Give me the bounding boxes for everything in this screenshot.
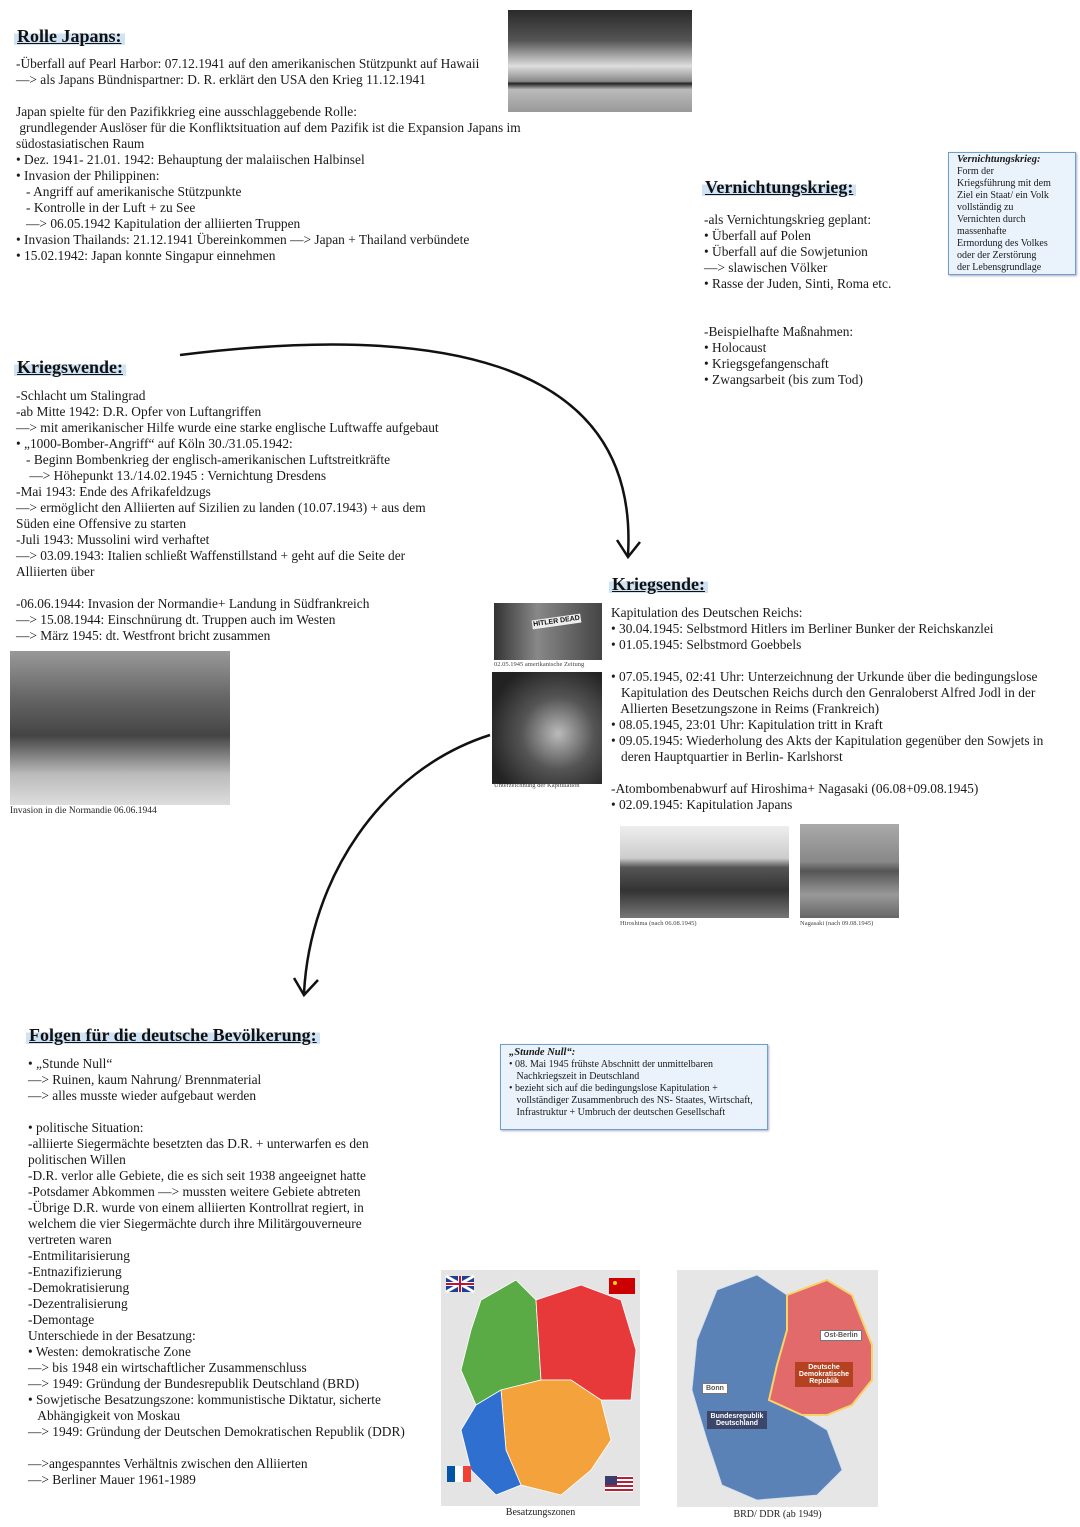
text-line: Ziel ein Staat/ ein Volk [957, 190, 1049, 201]
text-line: • 08.05.1945, 23:01 Uhr: Kapitulation tritt in Kraft [611, 717, 883, 732]
soviet-flag-icon [609, 1278, 635, 1294]
text-line [611, 653, 1043, 669]
text-line: Vernichten durch [957, 214, 1026, 225]
text-line: -Potsdamer Abkommen —> mussten weitere Gebiete abtreten [28, 1184, 361, 1199]
text-line: • 09.05.1945: Wiederholung des Akts der Kapitulation gegenüber den Sowjets in [611, 733, 1044, 748]
kriegswende-text [16, 388, 439, 644]
brd-ddr-map [677, 1270, 878, 1507]
text-line [16, 580, 439, 596]
text-line: • 02.09.1945: Kapitulation Japans [611, 797, 793, 812]
text-line: -Überfall auf Pearl Harbor: 07.12.1941 auf den amerikanischen Stützpunkt auf Hawaii [16, 56, 480, 71]
text-line: —> Ruinen, kaum Nahrung/ Brennmaterial [28, 1072, 262, 1087]
text-line: • Rasse der Juden, Sinti, Roma etc. [704, 276, 892, 291]
text-line: Kapitulation des Deutschen Reichs: [611, 605, 803, 620]
newspaper-headline: HITLER DEAD [532, 614, 581, 629]
normandy-photo [10, 651, 230, 805]
text-line: • Kriegsgefangenschaft [704, 356, 829, 371]
text-line: Abhängigkeit von Moskau [28, 1408, 181, 1423]
text-line: -Schlacht um Stalingrad [16, 388, 146, 403]
text-line: grundlegender Auslöser für die Konfliktsituation auf dem Pazifik ist die Expansion Japans im [16, 120, 521, 135]
text-line: —> 06.05.1942 Kapitulation der alliierten Truppen [16, 216, 301, 231]
text-line: - Kontrolle in der Luft + zu See [16, 200, 196, 215]
text-line: • Überfall auf die Sowjetunion [704, 244, 868, 259]
text-line: oder der Zerstörung [957, 250, 1037, 261]
newspaper-photo [494, 603, 602, 660]
text-line: —> März 1945: dt. Westfront bricht zusammen [16, 628, 271, 643]
text-line: • „1000-Bomber-Angriff“ auf Köln 30./31.05.1942: [16, 436, 293, 451]
ost-berlin-label: Ost-Berlin [820, 1330, 862, 1341]
text-line: —> slawischen Völker [704, 260, 828, 275]
text-line: -D.R. verlor alle Gebiete, die es sich seit 1938 angeeignet hatte [28, 1168, 366, 1183]
text-line: -Demontage [28, 1312, 95, 1327]
text-line: vollständiger Zusammenbruch des NS- Staates, Wirtschaft, [509, 1095, 753, 1106]
heading-folgen: Folgen für die deutsche Bevölkerung: [26, 1025, 320, 1046]
definition-title: Vernichtungskrieg: [957, 154, 1041, 165]
text-line: Form der [957, 166, 994, 177]
text-line: -als Vernichtungskrieg geplant: [704, 212, 872, 227]
text-line: —> mit amerikanischer Hilfe wurde eine starke englische Luftwaffe aufgebaut [16, 420, 439, 435]
text-line: welchem die vier Siegermächte durch ihre Militärgouverneure [28, 1216, 362, 1231]
text-line: —> als Japans Bündnispartner: D. R. erklärt den USA den Krieg 11.12.1941 [16, 72, 426, 87]
text-line: -Dezentralisierung [28, 1296, 128, 1311]
uk-flag-icon [446, 1276, 474, 1292]
text-line: Infrastruktur + Umbruch der deutschen Gesellschaft [509, 1107, 726, 1118]
text-line: politischen Willen [28, 1152, 126, 1167]
text-line: vertreten waren [28, 1232, 112, 1247]
map1-caption: Besatzungszonen [505, 1507, 576, 1518]
text-line: • Holocaust [704, 340, 767, 355]
newspaper-caption: 02.05.1945 amerikanische Zeitung [494, 661, 585, 668]
text-line: • Dez. 1941- 21.01. 1942: Behauptung der malaiischen Halbinsel [16, 152, 365, 167]
text-line: -ab Mitte 1942: D.R. Opfer von Luftangriffen [16, 404, 262, 419]
heading-kriegswende: Kriegswende: [14, 357, 126, 378]
text-line: • 07.05.1945, 02:41 Uhr: Unterzeichnung der Urkunde über die bedingungslose [611, 669, 1038, 684]
text-line: —> ermöglicht den Alliierten auf Sizilien zu landen (10.07.1943) + aus dem [16, 500, 426, 515]
text-line: • 30.04.1945: Selbstmord Hitlers im Berliner Bunker der Reichskanzlei [611, 621, 994, 636]
text-line: Allierten Besetzungszone in Reims (Frankreich) [611, 701, 880, 716]
heading-vernichtungskrieg: Vernichtungskrieg: [702, 177, 856, 198]
kriegsende-text [611, 605, 1043, 813]
text-line: Ermordung des Volkes [957, 238, 1048, 249]
hiroshima-photo [620, 826, 789, 918]
text-line: der Lebensgrundlage [957, 262, 1042, 273]
signing-photo [492, 672, 602, 784]
hiroshima-caption: Hiroshima (nach 06.08.1945) [620, 920, 697, 927]
text-line [28, 1440, 405, 1456]
text-line: —> 1949: Gründung der Deutschen Demokratischen Republik (DDR) [28, 1424, 405, 1439]
text-line: vollständig zu [957, 202, 1014, 213]
stunde-null-title: „Stunde Null“: [509, 1047, 576, 1058]
text-line: —> Berliner Mauer 1961-1989 [28, 1472, 196, 1487]
text-line: -Entmilitarisierung [28, 1248, 130, 1263]
text-line: —> 15.08.1944: Einschnürung dt. Truppen auch im Westen [16, 612, 336, 627]
text-line: • 15.02.1942: Japan konnte Singapur einnehmen [16, 248, 276, 263]
text-line: -alliierte Siegermächte besetzten das D.R. + unterwarfen es den [28, 1136, 369, 1151]
text-line: -Entnazifizierung [28, 1264, 122, 1279]
text-line: Japan spielte für den Pazifikkrieg eine ausschlaggebende Rolle: [16, 104, 357, 119]
text-line: - Angriff auf amerikanische Stützpunkte [16, 184, 242, 199]
text-line: -Demokratisierung [28, 1280, 130, 1295]
normandy-caption: Invasion in die Normandie 06.06.1944 [10, 806, 157, 816]
text-line: -Juli 1943: Mussolini wird verhaftet [16, 532, 210, 547]
nagasaki-photo [800, 824, 899, 918]
text-line: • Westen: demokratische Zone [28, 1344, 191, 1359]
text-line: -Übrige D.R. wurde von einem alliierten Kontrollrat regiert, in [28, 1200, 364, 1215]
text-line: —> 1949: Gründung der Bundesrepublik Deutschland (BRD) [28, 1376, 360, 1391]
text-line: • bezieht sich auf die bedingungslose Kapitulation + [509, 1083, 718, 1094]
heading-kriegsende: Kriegsende: [609, 574, 708, 595]
text-line: -Beispielhafte Maßnahmen: [704, 324, 854, 339]
text-line: • Überfall auf Polen [704, 228, 811, 243]
nagasaki-caption: Nagasaki (nach 09.08.1945) [800, 920, 874, 927]
text-line: -Mai 1943: Ende des Afrikafeldzugs [16, 484, 211, 499]
text-line: • Invasion Thailands: 21.12.1941 Übereinkommen —> Japan + Thailand verbündete [16, 232, 470, 247]
text-line: deren Hauptquartier in Berlin- Karlshorst [611, 749, 843, 764]
text-line: • „Stunde Null“ [28, 1056, 113, 1071]
brd-label: Bundesrepublik Deutschland [707, 1411, 767, 1429]
text-line: • 08. Mai 1945 frühste Abschnitt der unmittelbaren [509, 1059, 714, 1070]
text-line: -06.06.1944: Invasion der Normandie+ Landung in Südfrankreich [16, 596, 370, 611]
text-line: Unterschiede in der Besatzung: [28, 1328, 196, 1343]
text-line: • politische Situation: [28, 1120, 144, 1135]
stunde-null-text [509, 1059, 767, 1119]
text-line: - Beginn Bombenkrieg der englisch-amerikanischen Luftstreitkräfte [16, 452, 391, 467]
text-line: -Atombombenabwurf auf Hiroshima+ Nagasaki (06.08+09.08.1945) [611, 781, 979, 796]
signing-caption: Unterzeichnung der Kapitulation [494, 782, 580, 789]
heading-rolle-japans: Rolle Japans: [14, 26, 125, 47]
arrow-kriegsende-to-folgen [304, 735, 490, 993]
france-flag-icon [447, 1466, 471, 1482]
text-line: Kapitulation des Deutschen Reichs durch den Genraloberst Alfred Jodl in der [611, 685, 1036, 700]
folgen-text [28, 1056, 405, 1488]
text-line: Kriegsführung mit dem [957, 178, 1051, 189]
text-line: Nachkriegszeit in Deutschland [509, 1071, 640, 1082]
text-line: —> Höhepunkt 13./14.02.1945 : Vernichtung Dresdens [16, 468, 327, 483]
text-line: Alliierten über [16, 564, 95, 579]
text-line: Süden eine Offensive zu starten [16, 516, 187, 531]
text-line: • Sowjetische Besatzungszone: kommunistische Diktatur, sicherte [28, 1392, 381, 1407]
text-line [611, 765, 1043, 781]
text-line: massenhafte [957, 226, 1007, 237]
map2-caption: BRD/ DDR (ab 1949) [733, 1509, 822, 1520]
text-line: südostasiatischen Raum [16, 136, 145, 151]
ddr-label: Deutsche Demokratische Republik [795, 1362, 853, 1387]
bonn-label: Bonn [702, 1383, 728, 1394]
text-line: —> alles musste wieder aufgebaut werden [28, 1088, 257, 1103]
text-line: • Zwangsarbeit (bis zum Tod) [704, 372, 863, 387]
usa-flag-icon [605, 1476, 633, 1492]
text-line: —> 03.09.1943: Italien schließt Waffenstillstand + geht auf die Seite der [16, 548, 406, 563]
text-line: —>angespanntes Verhältnis zwischen den Alliierten [28, 1456, 308, 1471]
stunde-null-box [500, 1044, 768, 1130]
text-line: • 01.05.1945: Selbstmord Goebbels [611, 637, 802, 652]
text-line: —> bis 1948 ein wirtschaftlicher Zusammenschluss [28, 1360, 307, 1375]
occupation-zones-map [441, 1270, 640, 1506]
text-line: • Invasion der Philippinen: [16, 168, 160, 183]
text-line [28, 1104, 405, 1120]
